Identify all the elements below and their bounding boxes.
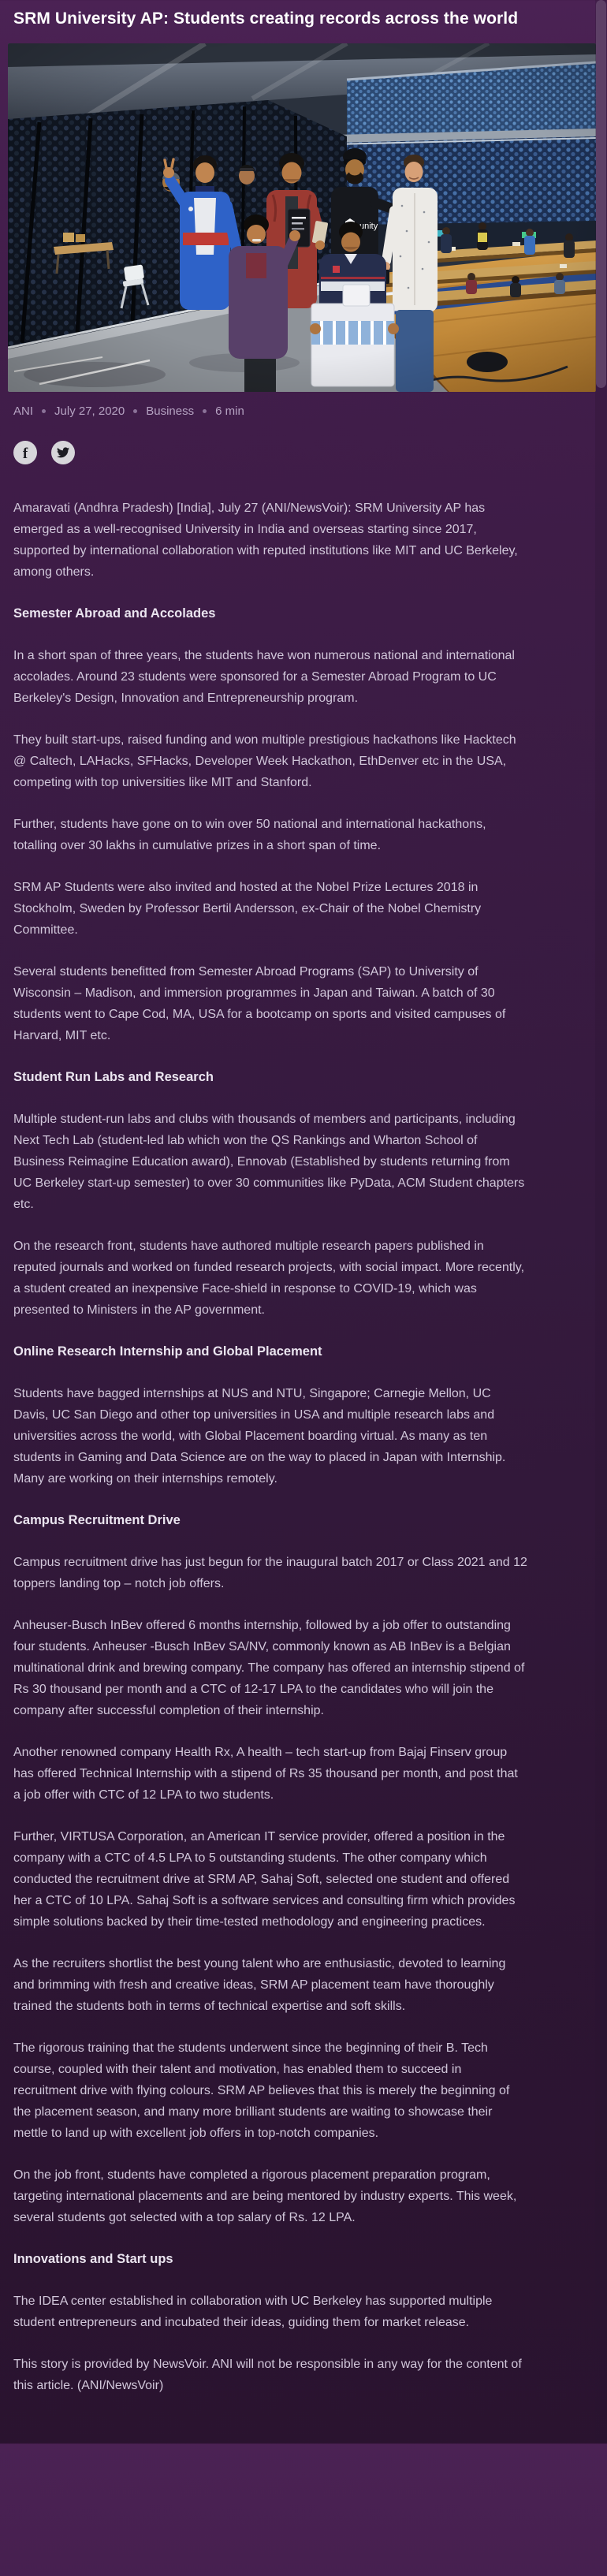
article-meta: [13, 404, 594, 418]
share-buttons: [13, 441, 594, 464]
article-paragraph: As the recruiters shortlist the best young talent who are enthusiastic, devoted to learning and brimming with fresh and creative ideas, SRM AP placement team have thoroughly trained the students both in terms of technical expertise and soft skills.: [13, 1957, 506, 2013]
section-heading: Innovations and Start ups: [13, 2252, 173, 2266]
article-paragraph: SRM AP Students were also invited and hosted at the Nobel Prize Lectures 2018 in Stockholm, Sweden by Professor Bertil Andersson, ex-Chair of the Nobel Chemistry Committee.: [13, 881, 482, 937]
photo-vignette: [8, 43, 596, 392]
meta-category[interactable]: Business: [146, 404, 195, 418]
scrollbar[interactable]: [595, 0, 607, 2444]
meta-source[interactable]: ANI: [13, 404, 34, 418]
share-twitter-button[interactable]: [51, 441, 75, 464]
article-paragraph: Students have bagged internships at NUS and NTU, Singapore; Carnegie Mellon, UC Davis, UC San Diego and other top universities in USA and multiple research labs and universities across the world, with Global Placement boarding virtual. As many as ten students in Gaming and Data Science are on the way to placed in Japan with Internship. Many are working on their internships remotely.: [13, 1387, 506, 1486]
section-heading: Semester Abroad and Accolades: [13, 606, 216, 621]
article-paragraph: They built start-ups, raised funding and won multiple prestigious hackathons like Hacktech @ Caltech, LAHacks, SFHacks, Developer Week Hackathon, EthDenver etc in the USA, competing with top universities like MIT and Stanford.: [13, 733, 516, 789]
article-hero-image: [8, 43, 596, 392]
article-paragraph: Campus recruitment drive has just begun for the inaugural batch 2017 or Class 2021 and 12 toppers landing top – notch job offers.: [13, 1556, 527, 1590]
article-paragraph: Further, students have gone on to win over 50 national and international hackathons, totalling over 30 lakhs in cumulative prizes in a short span of time.: [13, 818, 486, 852]
meta-date: July 27, 2020: [54, 404, 125, 418]
article-paragraph: This story is provided by NewsVoir. ANI will not be responsible in any way for the content of this article. (ANI/NewsVoir): [13, 2358, 522, 2392]
share-facebook-button[interactable]: [13, 441, 37, 464]
article-paragraph: On the research front, students have authored multiple research papers published in reputed journals and worked on funded research projects, with social impact. More recently, a student created an inexpensive Face-shield in response to COVID-19, which was presented to Ministers in the AP government.: [13, 1240, 525, 1317]
facebook-icon: f: [22, 445, 28, 462]
page-title: SRM University AP: Students creating records across the world: [13, 9, 519, 28]
article-body: [13, 498, 527, 2396]
article-paragraph: Further, VIRTUSA Corporation, an American IT service provider, offered a position in the company with a CTC of 4.5 LPA to 5 outstanding students. The other company which conducted the recruitment drive at SRM AP, Sahaj Soft, selected one student and offered her a CTC of 10 LPA. Sahaj Soft is a software services and consulting firm which provides simple solutions backed by their time-tested methodology and engineering practices.: [13, 1830, 516, 1929]
article-paragraph: The rigorous training that the students underwent since the beginning of their B. Tech course, coupled with their talent and motivation, has enabled them to succeed in recruitment drive with flying colours. SRM AP believes that this is merely the beginning of the placement season, and many more brilliant students are waiting to showcase their mettle to land up with excellent job offers in top-notch companies.: [13, 2041, 510, 2140]
scrollbar-thumb[interactable]: [596, 0, 606, 388]
article-paragraph: In a short span of three years, the students have won numerous national and international accolades. Around 23 students were sponsored for a Semester Abroad Program to UC Berkeley's Design, Innovation and Entrepreneurship program.: [13, 649, 515, 705]
article-paragraph: Multiple student-run labs and clubs with thousands of members and participants, including Next Tech Lab (student-led lab which won the QS Rankings and Wharton School of Business Reimagine Education award), Ennovab (Established by students returning from UC Berkeley start-up semester) to over 30 communities like PyData, ACM Student chapters etc.: [13, 1113, 525, 1211]
article-paragraph: Another renowned company Health Rx, A health – tech start-up from Bajaj Finserv group has offered Technical Internship with a stipend of Rs 35 thousand per month, and post that a job offer with CTC of 12 LPA to two students.: [13, 1746, 518, 1802]
meta-separator-dot: [133, 409, 137, 413]
meta-separator-dot: [203, 409, 207, 413]
article-paragraph: The IDEA center established in collaboration with UC Berkeley has supported multiple student entrepreneurs and incubated their ideas, guiding them for market release.: [13, 2295, 493, 2329]
article-paragraph: Anheuser-Busch InBev offered 6 months internship, followed by a job offer to outstanding four students. Anheuser -Busch InBev SA/NV, commonly known as AB InBev is a Belgian multinational drink and brewing company. The company has offered an internship stipend of Rs 30 thousand per month and a CTC of 12-17 LPA to the candidates who will join the company after successful completion of their internship.: [13, 1619, 525, 1717]
twitter-icon: [57, 447, 69, 458]
meta-read-time: 6 min: [215, 404, 244, 418]
article-paragraph: Several students benefitted from Semester Abroad Programs (SAP) to University of Wisconsin – Madison, and immersion programmes in Japan and Taiwan. A batch of 30 students went to Cape Cod, MA, USA for a bootcamp on sports and visited campuses of Harvard, MIT etc.: [13, 965, 506, 1042]
section-heading: Online Research Internship and Global Placement: [13, 1344, 322, 1359]
meta-separator-dot: [42, 409, 46, 413]
section-heading: Student Run Labs and Research: [13, 1070, 214, 1084]
section-heading: Campus Recruitment Drive: [13, 1513, 181, 1527]
article-paragraph: Amaravati (Andhra Pradesh) [India], July 27 (ANI/NewsVoir): SRM University AP has emerged as a well-recognised University in India and overseas starting since 2017, supported by international collaboration with reputed institutions like MIT and UC Berkeley, among others.: [13, 501, 518, 579]
article-paragraph: On the job front, students have completed a rigorous placement preparation program, targeting international placements and are being mentored by industry experts. This week, several students got selected with a top salary of Rs. 12 LPA.: [13, 2168, 517, 2224]
